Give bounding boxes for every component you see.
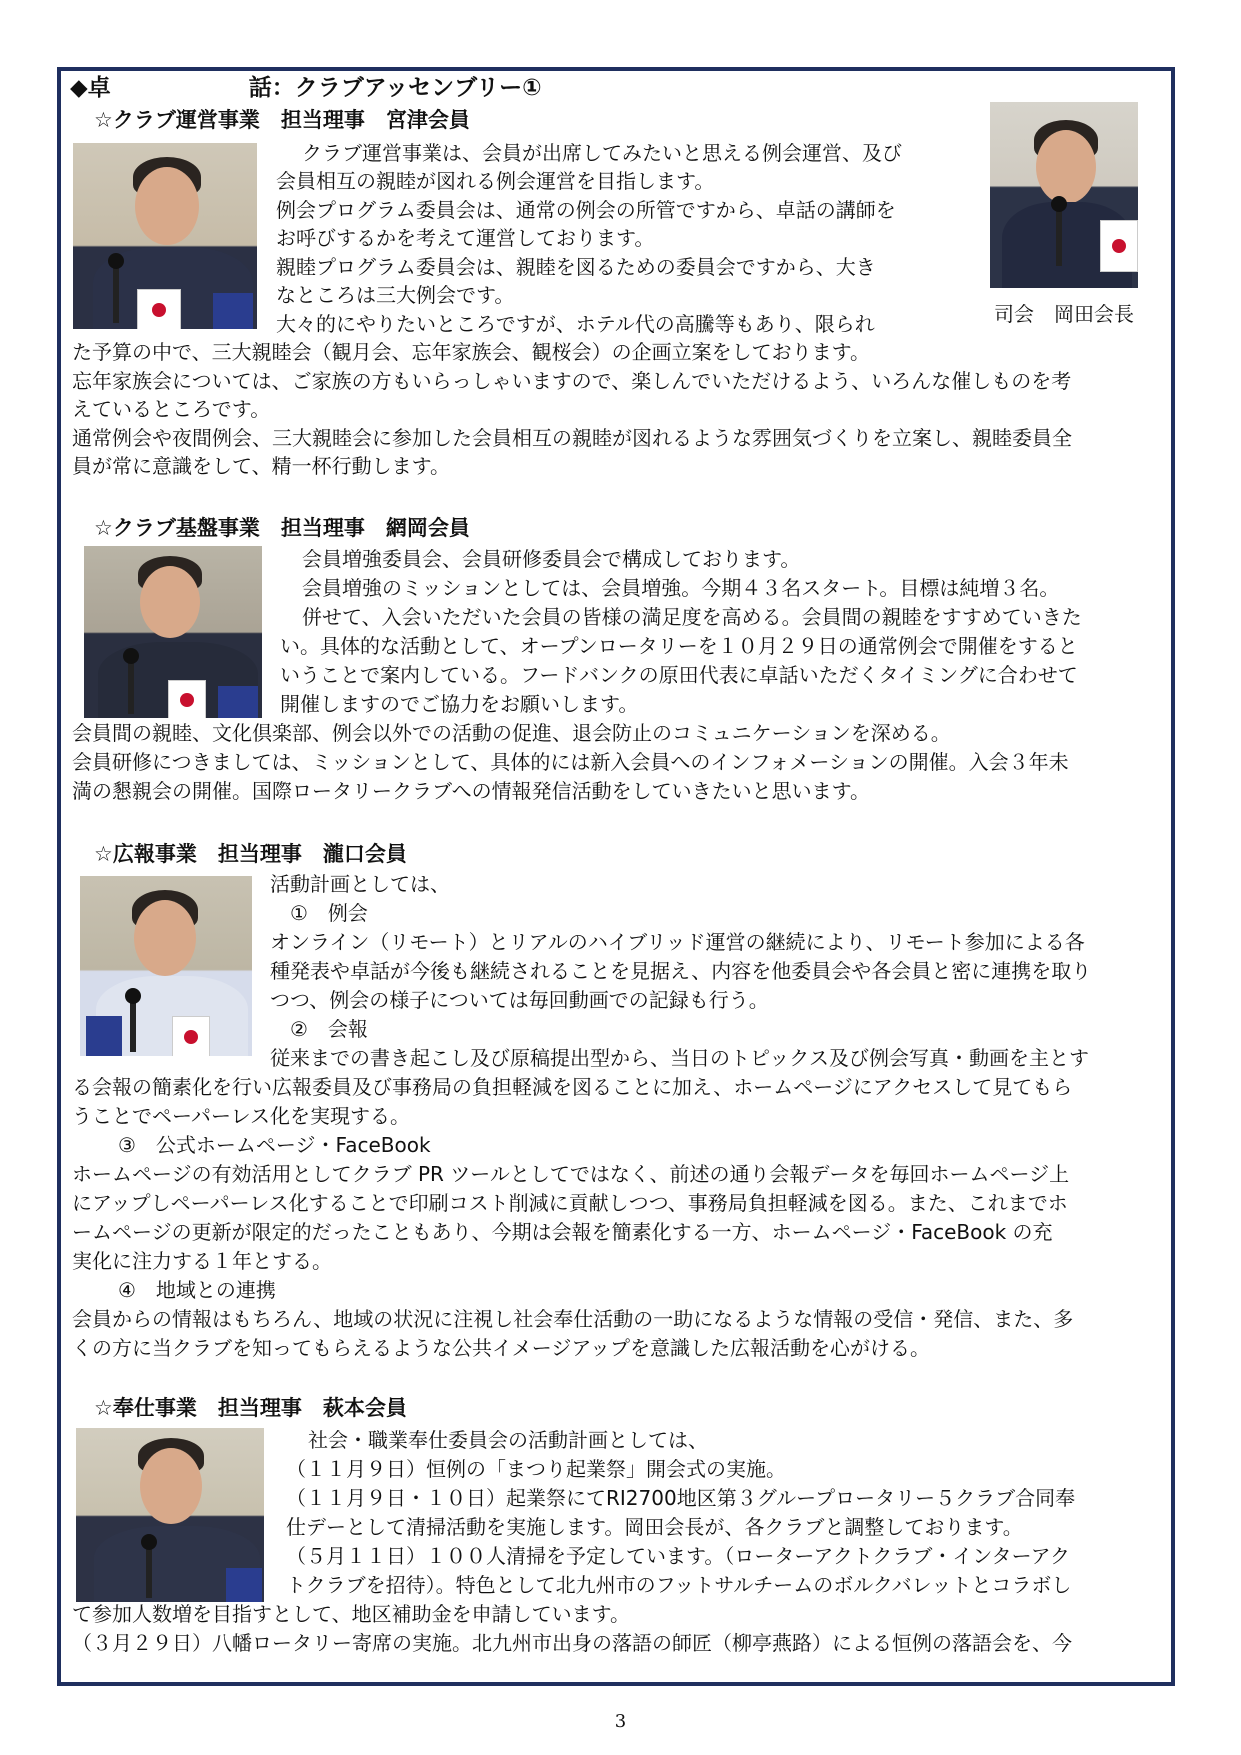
- section-text: 会員間の親睦、文化倶楽部、例会以外での活動の促進、退会防止のコミュニケーションを深める。: [72, 721, 951, 745]
- section-text: 従来までの書き起こし及び原稿提出型から、当日のトピックス及び例会写真・動画を主とす: [270, 1046, 1089, 1070]
- section-text: 員が常に意識をして、精一杯行動します。: [72, 454, 450, 478]
- section-text: 通常例会や夜間例会、三大親睦会に参加した会員相互の親睦が図れるような雰囲気づくりを立案し、親睦委員全: [72, 426, 1072, 450]
- section-text: 例会プログラム委員会は、通常の例会の所管ですから、卓話の講師を: [276, 198, 896, 222]
- section-heading-pr: ☆広報事業 担当理事 瀧口会員: [94, 842, 407, 866]
- section-text: くの方に当クラブを知ってもらえるような公共イメージアップを意識した広報活動を心がける。: [72, 1336, 930, 1360]
- section-text: る会報の簡素化を行い広報委員及び事務局の負担軽減を図ることに加え、ホームページにアクセスして見てもら: [72, 1075, 1073, 1099]
- section-text: ② 会報: [290, 1017, 368, 1041]
- section-text: つつ、例会の様子については毎回動画での記録も行う。: [270, 988, 769, 1012]
- section-text: 会員増強のミッションとしては、会員増強。今期４３名スタート。目標は純増３名。: [302, 576, 1060, 600]
- section-text: （５月１１日）１００人清掃を予定しています。（ローターアクトクラブ・インターアク: [286, 1544, 1070, 1568]
- section-text: 種発表や卓話が今後も継続されることを見据え、内容を他委員会や各会員と密に連携を取り: [270, 959, 1092, 983]
- section-text: えているところです。: [72, 397, 271, 421]
- section-text: 親睦プログラム委員会は、親睦を図るための委員会ですから、大き: [276, 255, 876, 279]
- section-heading-management: ☆クラブ運営事業 担当理事 宮津会員: [94, 108, 470, 132]
- section-text: 忘年家族会については、ご家族の方もいらっしゃいますので、楽しんでいただけるよう、いろんな催しものを考: [72, 369, 1072, 393]
- host-caption: 司会 岡田会長: [994, 302, 1134, 326]
- section-heading-service: ☆奉仕事業 担当理事 萩本会員: [94, 1396, 407, 1420]
- section-text: ームページの更新が限定的だったこともあり、今期は会報を簡素化する一方、ホームページ・FaceBook の充: [72, 1220, 1053, 1244]
- page-number: 3: [614, 1711, 627, 1732]
- section-text: 併せて、入会いただいた会員の皆様の満足度を高める。会員間の親睦をすすめていきた: [302, 605, 1082, 629]
- speaker-photo-takiguchi: [80, 876, 252, 1056]
- section-heading-foundation: ☆クラブ基盤事業 担当理事 網岡会員: [94, 516, 470, 540]
- section-text: 満の懇親会の開催。国際ロータリークラブへの情報発信活動をしていきたいと思います。: [72, 779, 870, 803]
- section-text: 会員研修につきましては、ミッションとして、具体的には新入会員へのインフォメーションの開催。入会３年未: [72, 750, 1069, 774]
- section-text: （１１月９日・１０日）起業祭にてRI2700地区第３グループロータリー５クラブ合同奉: [286, 1486, 1076, 1510]
- section-text: 会員相互の親睦が図れる例会運営を目指します。: [276, 169, 715, 193]
- section-text: ③ 公式ホームページ・FaceBook: [118, 1133, 431, 1157]
- section-text: うことでペーパーレス化を実現する。: [72, 1104, 410, 1128]
- section-text: にアップしペーパーレス化することで印刷コスト削減に貢献しつつ、事務局負担軽減を図る。また、これまでホ: [72, 1191, 1068, 1215]
- section-text: （１１月９日）恒例の「まつり起業祭」開会式の実施。: [286, 1457, 786, 1481]
- section-text: て参加人数増を目指すとして、地区補助金を申請しています。: [72, 1602, 630, 1626]
- host-photo: [990, 102, 1138, 288]
- section-text: い。具体的な活動として、オープンロータリーを１０月２９日の通常例会で開催をすると: [280, 634, 1078, 658]
- section-text: いうことで案内している。フードバンクの原田代表に卓話いただくタイミングに合わせて: [280, 663, 1078, 687]
- page-title: ◆卓 話：クラブアッセンブリー①: [70, 75, 542, 101]
- section-text: （３月２９日）八幡ロータリー寄席の実施。北九州市出身の落語の師匠（柳亭燕路）による恒例の落語会を、今: [72, 1631, 1072, 1655]
- section-text: お呼びするかを考えて運営しております。: [276, 226, 655, 250]
- section-text: 開催しますのでご協力をお願いします。: [280, 692, 639, 716]
- speaker-photo-miyazu: [73, 143, 257, 329]
- speaker-photo-hagimoto: [76, 1428, 264, 1602]
- section-text: オンライン（リモート）とリアルのハイブリッド運営の継続により、リモート参加による各: [270, 930, 1085, 954]
- section-text: 活動計画としては、: [270, 872, 450, 896]
- section-text: た予算の中で、三大親睦会（観月会、忘年家族会、観桜会）の企画立案をしております。: [72, 340, 870, 364]
- section-text: ホームページの有効活用としてクラブ PR ツールとしてではなく、前述の通り会報データを毎回ホームページ上: [72, 1162, 1070, 1186]
- section-text: 社会・職業奉仕委員会の活動計画としては、: [308, 1428, 708, 1452]
- section-text: 仕デーとして清掃活動を実施します。岡田会長が、各クラブと調整しております。: [286, 1515, 1023, 1539]
- speaker-photo-amioka: [84, 546, 262, 718]
- section-text: 会員からの情報はもちろん、地域の状況に注視し社会奉仕活動の一助になるような情報の受信・発信、また、多: [72, 1307, 1074, 1331]
- section-text: クラブ運営事業は、会員が出席してみたいと思える例会運営、及び: [302, 141, 902, 165]
- section-text: 実化に注力する１年とする。: [72, 1249, 332, 1273]
- section-text: 会員増強委員会、会員研修委員会で構成しております。: [302, 547, 801, 571]
- section-text: なところは三大例会です。: [276, 283, 515, 307]
- section-text: ① 例会: [290, 901, 368, 925]
- section-text: トクラブを招待）。特色として北九州市のフットサルチームのボルクバレットとコラボし: [286, 1573, 1072, 1597]
- section-text: 大々的にやりたいところですが、ホテル代の高騰等もあり、限られ: [276, 312, 875, 336]
- section-text: ④ 地域との連携: [118, 1278, 276, 1302]
